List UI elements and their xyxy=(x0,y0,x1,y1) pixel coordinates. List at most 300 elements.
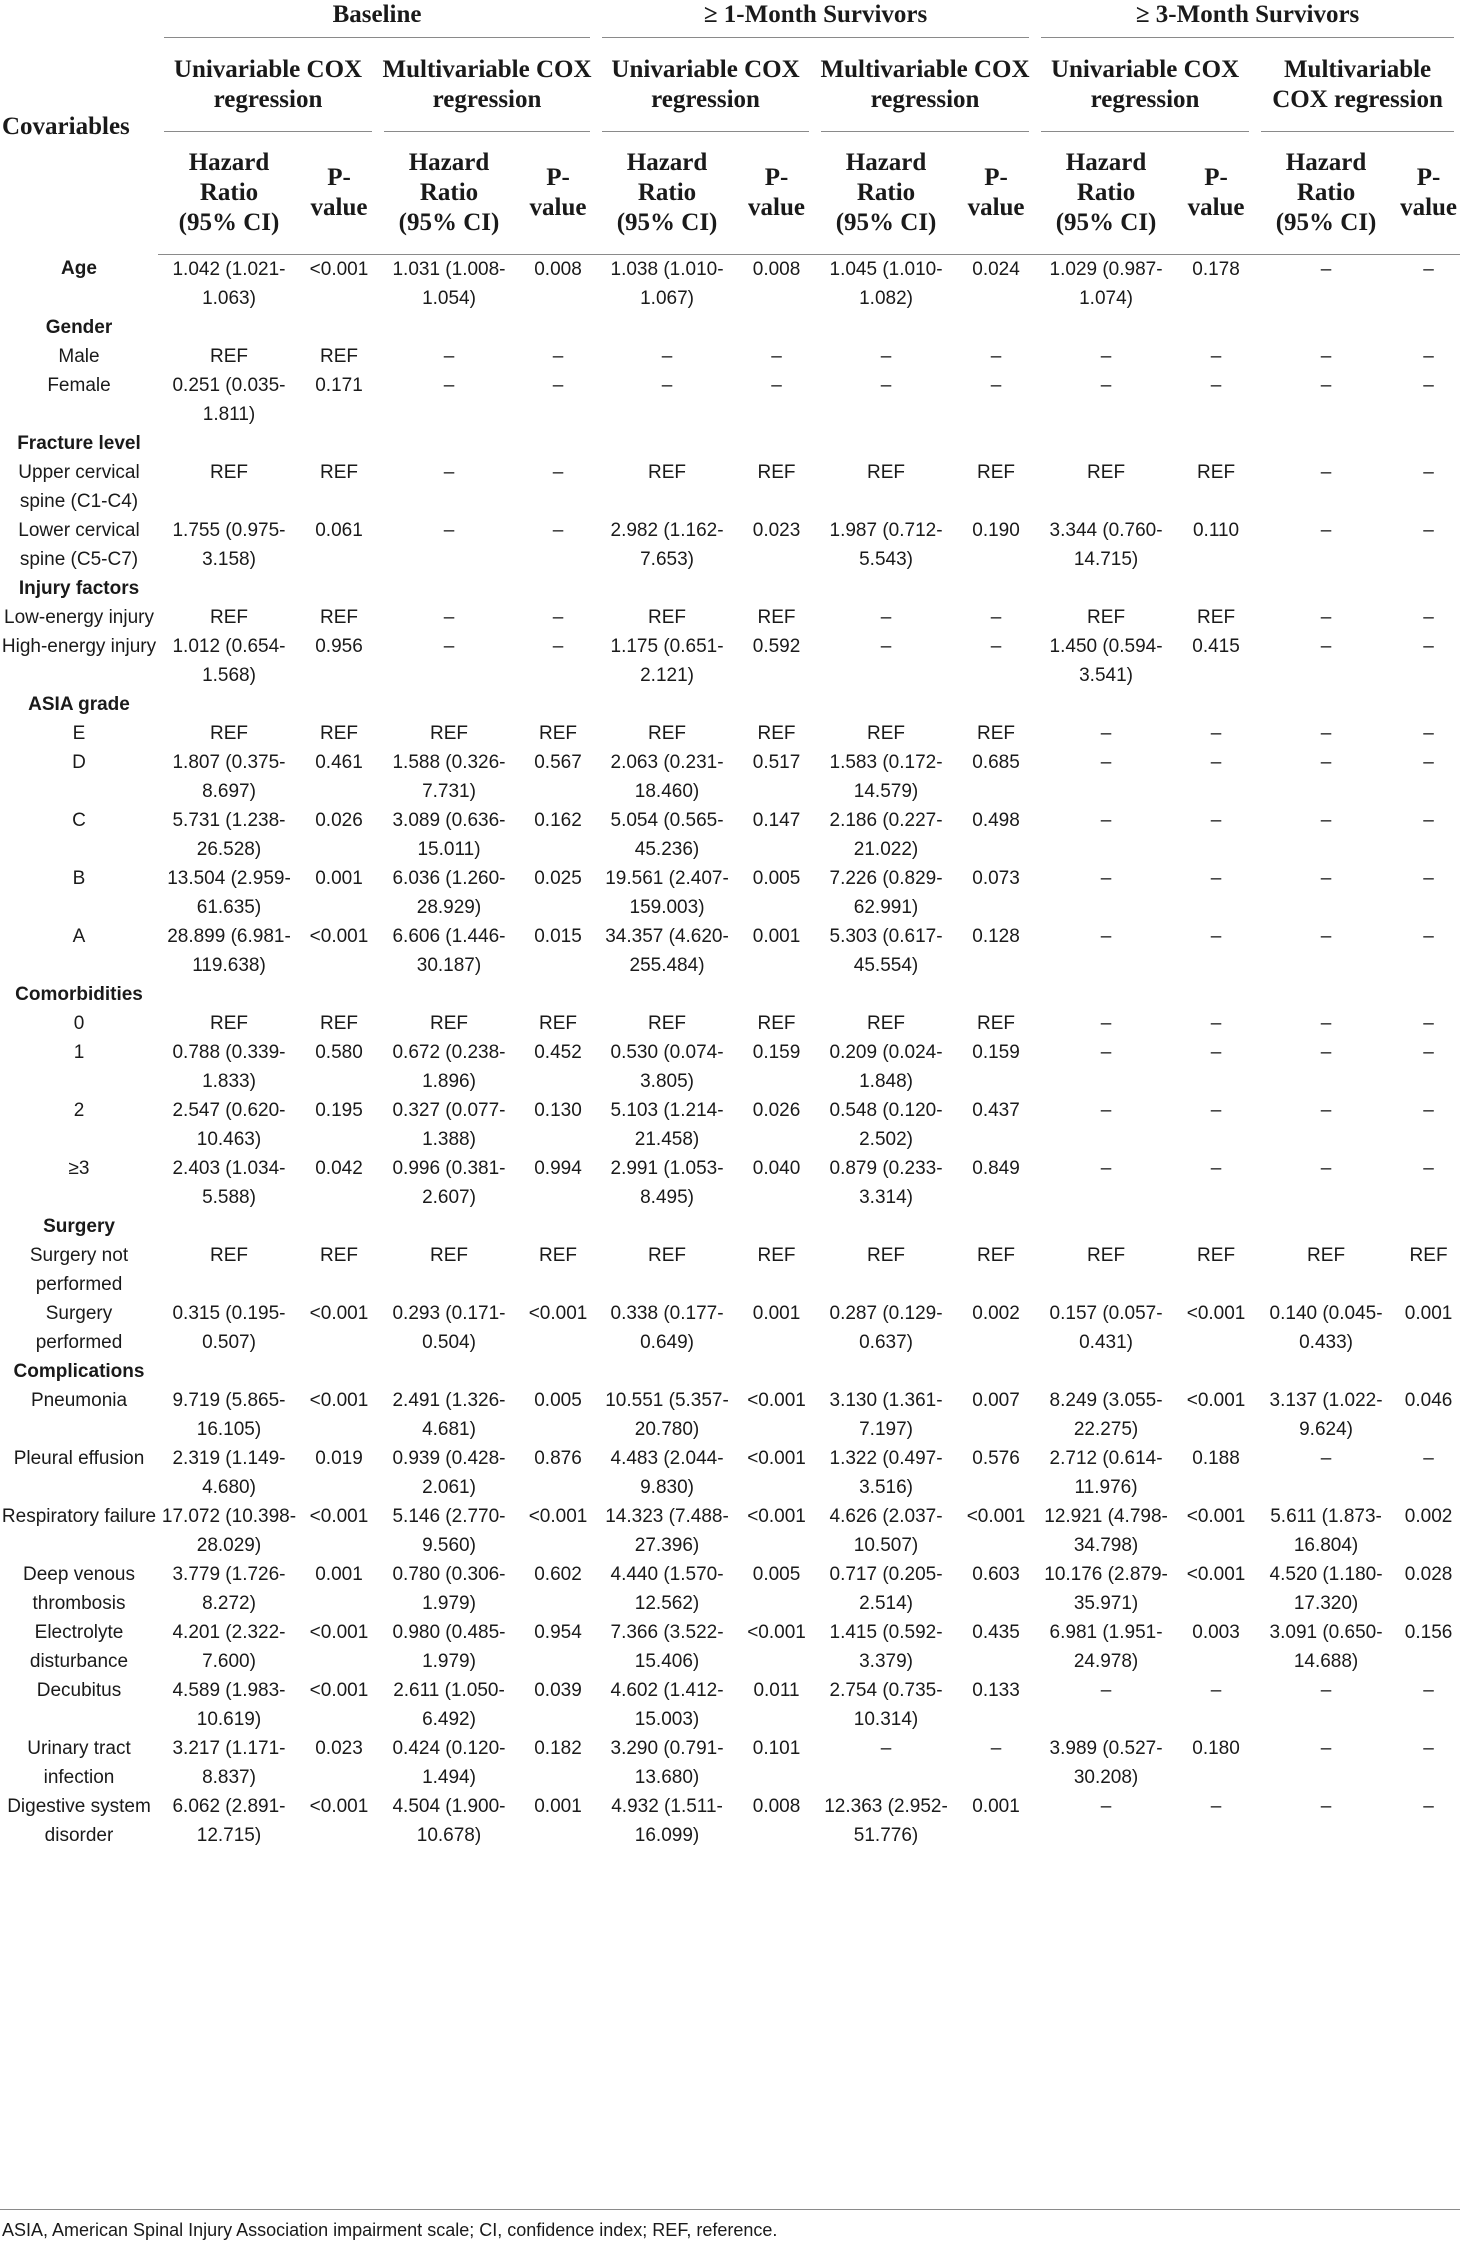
p-value-cell: 0.498 xyxy=(972,809,1020,831)
empty-cell xyxy=(1177,429,1255,458)
group-header-3-month: ≥ 3-Month Survivors xyxy=(1035,0,1460,38)
hazard-ratio-cell: – xyxy=(880,374,892,396)
hazard-ratio-cell: – xyxy=(1320,606,1332,628)
hazard-ratio-cell: REF xyxy=(210,1244,248,1266)
p-value-cell: – xyxy=(552,635,564,657)
hazard-ratio-cell: 0.788 (0.339-1.833) xyxy=(172,1041,286,1092)
p-value-cell: – xyxy=(1210,1157,1222,1179)
hazard-ratio-cell: 0.293 (0.171-0.504) xyxy=(392,1302,506,1353)
p-value-cell: REF xyxy=(1197,461,1236,483)
p-value-cell: 0.042 xyxy=(315,1157,363,1179)
p-value-cell: 0.452 xyxy=(534,1041,582,1063)
p-value-cell: 0.061 xyxy=(315,519,363,541)
hazard-ratio-cell: REF xyxy=(430,1244,468,1266)
section-row xyxy=(0,574,1460,603)
hazard-ratio-cell: 0.996 (0.381-2.607) xyxy=(392,1157,506,1208)
empty-cell xyxy=(1035,429,1177,458)
p-value-cell: – xyxy=(1423,606,1434,628)
hazard-ratio-cell: 1.588 (0.326-7.731) xyxy=(392,751,506,802)
p-value-cell: 0.171 xyxy=(315,374,363,396)
empty-cell xyxy=(520,980,596,1009)
hazard-ratio-cell: 0.338 (0.177-0.649) xyxy=(610,1302,724,1353)
p-value-cell: 0.576 xyxy=(972,1447,1020,1469)
hazard-ratio-cell: – xyxy=(443,374,455,396)
empty-cell xyxy=(158,980,300,1009)
empty-cell xyxy=(300,1357,378,1386)
hazard-ratio-cell: 2.403 (1.034-5.588) xyxy=(172,1157,286,1208)
hazard-ratio-cell: 28.899 (6.981-119.638) xyxy=(167,925,291,976)
hazard-ratio-cell: 4.589 (1.983-10.619) xyxy=(172,1679,286,1730)
p-value-cell: 0.019 xyxy=(315,1447,363,1469)
p-value-cell: <0.001 xyxy=(747,1389,806,1411)
empty-cell xyxy=(300,1212,378,1241)
hazard-ratio-cell: 2.063 (0.231-18.460) xyxy=(610,751,724,802)
hr-header: Hazard Ratio (95% CI) xyxy=(815,132,957,254)
row-label: Surgery not performed xyxy=(29,1244,129,1295)
empty-cell xyxy=(378,429,520,458)
table-row xyxy=(0,516,1460,574)
row-label: Female xyxy=(47,374,111,396)
p-value-cell: 0.001 xyxy=(972,1795,1020,1817)
empty-cell xyxy=(1035,1357,1177,1386)
p-value-cell: <0.001 xyxy=(309,925,369,947)
row-label: Pneumonia xyxy=(30,1389,128,1411)
section-label: ASIA grade xyxy=(28,693,130,715)
hazard-ratio-cell: – xyxy=(1320,345,1332,367)
empty-cell xyxy=(1397,980,1460,1009)
row-label: Urinary tract infection xyxy=(27,1737,131,1788)
row-label: Upper cervical spine (C1-C4) xyxy=(18,461,140,512)
p-value-cell: – xyxy=(1210,1679,1222,1701)
empty-cell xyxy=(1035,574,1177,603)
p-value-cell: 0.001 xyxy=(315,1563,363,1585)
hazard-ratio-cell: – xyxy=(1100,1679,1112,1701)
hazard-ratio-cell: – xyxy=(1100,809,1112,831)
hazard-ratio-cell: 0.140 (0.045-0.433) xyxy=(1269,1302,1383,1353)
hazard-ratio-cell: – xyxy=(443,606,455,628)
empty-cell xyxy=(1255,690,1397,719)
empty-cell xyxy=(1177,1357,1255,1386)
hazard-ratio-cell: 14.323 (7.488-27.396) xyxy=(605,1505,729,1556)
p-value-cell: REF xyxy=(977,461,1016,483)
hazard-ratio-cell: – xyxy=(1320,1012,1332,1034)
hazard-ratio-cell: – xyxy=(1100,1795,1112,1817)
empty-cell xyxy=(815,980,957,1009)
empty-cell xyxy=(596,429,738,458)
p-value-cell: 0.008 xyxy=(534,258,582,280)
p-value-cell: REF xyxy=(1197,606,1236,628)
hazard-ratio-cell: 3.130 (1.361-7.197) xyxy=(829,1389,943,1440)
hazard-ratio-cell: – xyxy=(1100,722,1112,744)
p-header: P-value xyxy=(957,132,1035,254)
p-value-cell: 0.437 xyxy=(972,1099,1020,1121)
p-value-cell: 0.685 xyxy=(972,751,1020,773)
p-value-cell: – xyxy=(1210,1795,1222,1817)
hazard-ratio-cell: – xyxy=(1320,809,1332,831)
p-value-cell: 0.015 xyxy=(534,925,582,947)
hazard-ratio-cell: REF xyxy=(1087,461,1126,483)
hazard-ratio-cell: 0.209 (0.024-1.848) xyxy=(829,1041,943,1092)
p-value-cell: – xyxy=(1423,461,1434,483)
hazard-ratio-cell: 0.879 (0.233-3.314) xyxy=(829,1157,943,1208)
p-value-cell: 0.024 xyxy=(972,258,1020,280)
p-value-cell: – xyxy=(1423,1447,1434,1469)
row-label: B xyxy=(72,867,86,889)
hazard-ratio-cell: – xyxy=(1100,1157,1112,1179)
empty-cell xyxy=(520,429,596,458)
hazard-ratio-cell: 5.611 (1.873-16.804) xyxy=(1270,1505,1382,1556)
hazard-ratio-cell: 7.226 (0.829-62.991) xyxy=(829,867,943,918)
p-value-cell: 0.159 xyxy=(972,1041,1020,1063)
p-value-cell: 0.026 xyxy=(315,809,363,831)
p-value-cell: REF xyxy=(757,1244,796,1266)
hazard-ratio-cell: 2.491 (1.326-4.681) xyxy=(392,1389,506,1440)
p-value-cell: <0.001 xyxy=(309,1679,369,1701)
p-value-cell: 0.159 xyxy=(752,1041,801,1063)
empty-cell xyxy=(1255,574,1397,603)
hazard-ratio-cell: – xyxy=(443,461,455,483)
empty-cell xyxy=(957,1357,1035,1386)
section-label: Fracture level xyxy=(17,432,141,454)
hazard-ratio-cell: – xyxy=(1100,374,1112,396)
hazard-ratio-cell: 12.363 (2.952-51.776) xyxy=(824,1795,948,1846)
hazard-ratio-cell: 8.249 (3.055-22.275) xyxy=(1049,1389,1163,1440)
row-label: A xyxy=(72,925,86,947)
table-row xyxy=(0,1560,1460,1618)
p-value-cell: 0.156 xyxy=(1404,1621,1453,1643)
p-value-cell: <0.001 xyxy=(1186,1563,1246,1585)
empty-cell xyxy=(378,1357,520,1386)
p-value-cell: REF xyxy=(1409,1244,1448,1266)
p-value-cell: – xyxy=(1210,925,1222,947)
subheader-3-month-multivariable: Multivariable COX regression xyxy=(1255,38,1460,132)
p-value-cell: – xyxy=(1423,1679,1434,1701)
hazard-ratio-cell: – xyxy=(1100,345,1112,367)
hazard-ratio-cell: – xyxy=(1320,519,1332,541)
p-value-cell: 0.005 xyxy=(752,1563,801,1585)
p-value-cell: 0.994 xyxy=(534,1157,582,1179)
p-value-cell: – xyxy=(1423,1099,1434,1121)
p-value-cell: 0.040 xyxy=(752,1157,801,1179)
empty-cell xyxy=(1397,1357,1460,1386)
hazard-ratio-cell: REF xyxy=(867,461,906,483)
table-row xyxy=(0,342,1460,371)
hazard-ratio-cell: 5.146 (2.770-9.560) xyxy=(392,1505,506,1556)
empty-cell xyxy=(1397,1212,1460,1241)
p-header: P-value xyxy=(300,132,378,254)
p-value-cell: 0.039 xyxy=(534,1679,582,1701)
empty-cell xyxy=(1177,690,1255,719)
p-value-cell: – xyxy=(1210,722,1222,744)
empty-cell xyxy=(815,574,957,603)
p-value-cell: – xyxy=(552,374,564,396)
empty-cell xyxy=(1255,1212,1397,1241)
p-value-cell: – xyxy=(990,1737,1002,1759)
hazard-ratio-cell: 2.982 (1.162-7.653) xyxy=(610,519,724,570)
table-row xyxy=(0,864,1460,922)
hazard-ratio-cell: 19.561 (2.407-159.003) xyxy=(605,867,729,918)
p-value-cell: – xyxy=(1423,258,1434,280)
row-label: High-energy injury xyxy=(1,635,157,657)
p-value-cell: 0.005 xyxy=(534,1389,582,1411)
p-value-cell: – xyxy=(1423,809,1434,831)
p-value-cell: – xyxy=(1210,867,1222,889)
p-value-cell: – xyxy=(1210,1041,1222,1063)
p-value-cell: 0.001 xyxy=(1404,1302,1453,1324)
empty-cell xyxy=(158,1212,300,1241)
empty-cell xyxy=(596,1212,738,1241)
empty-cell xyxy=(300,980,378,1009)
hazard-ratio-cell: 1.583 (0.172-14.579) xyxy=(829,751,943,802)
p-value-cell: – xyxy=(1423,519,1434,541)
hazard-ratio-cell: – xyxy=(1320,1447,1332,1469)
table-row xyxy=(0,1241,1460,1299)
p-value-cell: 0.002 xyxy=(972,1302,1020,1324)
hazard-ratio-cell: REF xyxy=(867,722,906,744)
row-label: Surgery performed xyxy=(35,1302,123,1353)
empty-cell xyxy=(957,574,1035,603)
hazard-ratio-cell: 2.754 (0.735-10.314) xyxy=(829,1679,943,1730)
empty-cell xyxy=(815,1357,957,1386)
p-value-cell: 0.073 xyxy=(972,867,1020,889)
p-value-cell: 0.517 xyxy=(752,751,801,773)
p-value-cell: 0.603 xyxy=(972,1563,1020,1585)
hazard-ratio-cell: 1.175 (0.651-2.121) xyxy=(610,635,724,686)
hazard-ratio-cell: 0.315 (0.195-0.507) xyxy=(172,1302,286,1353)
empty-cell xyxy=(957,1212,1035,1241)
empty-cell xyxy=(596,690,738,719)
hazard-ratio-cell: 3.217 (1.171-8.837) xyxy=(172,1737,286,1788)
hazard-ratio-cell: REF xyxy=(648,606,687,628)
p-value-cell: REF xyxy=(1197,1244,1236,1266)
p-value-cell: – xyxy=(1210,809,1222,831)
hazard-ratio-cell: 5.103 (1.214-21.458) xyxy=(610,1099,724,1150)
table-row xyxy=(0,806,1460,864)
p-value-cell: 0.028 xyxy=(1404,1563,1453,1585)
empty-cell xyxy=(957,690,1035,719)
table-row xyxy=(0,748,1460,806)
hazard-ratio-cell: 4.602 (1.412-15.003) xyxy=(610,1679,724,1730)
p-value-cell: REF xyxy=(539,1244,578,1266)
empty-cell xyxy=(738,429,815,458)
section-label: Surgery xyxy=(43,1215,115,1237)
p-value-cell: – xyxy=(1423,1737,1434,1759)
row-label: E xyxy=(72,722,86,744)
empty-cell xyxy=(1177,574,1255,603)
hazard-ratio-cell: 4.626 (2.037-10.507) xyxy=(829,1505,943,1556)
empty-cell xyxy=(300,690,378,719)
p-value-cell: <0.001 xyxy=(747,1505,806,1527)
p-value-cell: – xyxy=(1210,751,1222,773)
hazard-ratio-cell: 3.779 (1.726-8.272) xyxy=(172,1563,286,1614)
p-value-cell: REF xyxy=(320,606,358,628)
empty-cell xyxy=(815,1212,957,1241)
empty-cell xyxy=(300,429,378,458)
hazard-ratio-cell: REF xyxy=(210,606,248,628)
section-label: Gender xyxy=(45,316,113,338)
empty-cell xyxy=(596,1357,738,1386)
hazard-ratio-cell: 6.062 (2.891-12.715) xyxy=(172,1795,286,1846)
p-value-cell: 0.580 xyxy=(315,1041,363,1063)
p-value-cell: 0.435 xyxy=(972,1621,1020,1643)
hazard-ratio-cell: REF xyxy=(648,461,687,483)
p-value-cell: REF xyxy=(539,722,578,744)
hazard-ratio-cell: 2.319 (1.149-4.680) xyxy=(172,1447,286,1498)
subheader-3-month-univariable: Univariable COX regression xyxy=(1035,38,1255,132)
hazard-ratio-cell: 10.551 (5.357-20.780) xyxy=(605,1389,729,1440)
hazard-ratio-cell: – xyxy=(1320,1041,1332,1063)
hazard-ratio-cell: REF xyxy=(210,345,248,367)
hazard-ratio-cell: 0.157 (0.057-0.431) xyxy=(1049,1302,1163,1353)
p-value-cell: 0.026 xyxy=(752,1099,801,1121)
table-row xyxy=(0,1009,1460,1038)
row-label: 1 xyxy=(73,1041,85,1063)
p-value-cell: REF xyxy=(320,1012,358,1034)
subheader-1-month-univariable: Univariable COX regression xyxy=(596,38,815,132)
empty-cell xyxy=(738,980,815,1009)
hazard-ratio-cell: REF xyxy=(430,722,468,744)
row-label: Digestive system disorder xyxy=(7,1795,151,1846)
row-label: Deep venous thrombosis xyxy=(23,1563,135,1614)
row-label: Pleural effusion xyxy=(13,1447,145,1469)
empty-cell xyxy=(1035,313,1177,342)
hazard-ratio-cell: 4.520 (1.180-17.320) xyxy=(1269,1563,1383,1614)
section-label: Injury factors xyxy=(18,577,140,599)
hazard-ratio-cell: – xyxy=(1320,374,1332,396)
p-value-cell: – xyxy=(552,519,564,541)
row-label: 2 xyxy=(73,1099,85,1121)
empty-cell xyxy=(1177,980,1255,1009)
p-value-cell: 0.567 xyxy=(534,751,582,773)
hazard-ratio-cell: – xyxy=(1320,1737,1332,1759)
table-row xyxy=(0,1734,1460,1792)
hazard-ratio-cell: 5.303 (0.617-45.554) xyxy=(829,925,943,976)
hazard-ratio-cell: – xyxy=(1320,751,1332,773)
empty-cell xyxy=(738,690,815,719)
hazard-ratio-cell: 6.606 (1.446-30.187) xyxy=(392,925,506,976)
empty-cell xyxy=(1397,429,1460,458)
p-value-cell: REF xyxy=(320,345,358,367)
p-value-cell: – xyxy=(771,345,782,367)
empty-cell xyxy=(520,1212,596,1241)
hazard-ratio-cell: 1.807 (0.375-8.697) xyxy=(172,751,286,802)
hazard-ratio-cell: – xyxy=(1320,722,1332,744)
empty-cell xyxy=(596,980,738,1009)
hr-header: Hazard Ratio (95% CI) xyxy=(1035,132,1177,254)
hazard-ratio-cell: – xyxy=(1320,635,1332,657)
hazard-ratio-cell: 6.036 (1.260-28.929) xyxy=(392,867,506,918)
hazard-ratio-cell: REF xyxy=(1307,1244,1346,1266)
section-row xyxy=(0,980,1460,1009)
table-header xyxy=(0,0,1460,254)
p-value-cell: REF xyxy=(757,606,796,628)
hazard-ratio-cell: 4.483 (2.044-9.830) xyxy=(610,1447,724,1498)
empty-cell xyxy=(1177,1212,1255,1241)
hazard-ratio-cell: 0.530 (0.074-3.805) xyxy=(610,1041,724,1092)
p-value-cell: 0.180 xyxy=(1192,1737,1240,1759)
footnote-divider xyxy=(0,2209,1460,2210)
table-row xyxy=(0,371,1460,429)
p-value-cell: <0.001 xyxy=(747,1621,806,1643)
p-value-cell: 0.025 xyxy=(534,867,582,889)
p-value-cell: 0.956 xyxy=(315,635,363,657)
p-value-cell: – xyxy=(1423,751,1434,773)
table-row xyxy=(0,1444,1460,1502)
row-label: D xyxy=(72,751,86,773)
row-label: Low-energy injury xyxy=(4,606,154,628)
hazard-ratio-cell: REF xyxy=(210,722,248,744)
table-row xyxy=(0,632,1460,690)
empty-cell xyxy=(520,574,596,603)
hr-header: Hazard Ratio (95% CI) xyxy=(596,132,738,254)
hazard-ratio-cell: REF xyxy=(430,1012,468,1034)
empty-cell xyxy=(378,574,520,603)
p-value-cell: – xyxy=(1210,1099,1222,1121)
p-value-cell: REF xyxy=(539,1012,578,1034)
empty-cell xyxy=(378,690,520,719)
p-value-cell: – xyxy=(1423,925,1434,947)
p-value-cell: <0.001 xyxy=(1186,1302,1246,1324)
p-value-cell: 0.461 xyxy=(315,751,363,773)
empty-cell xyxy=(1255,980,1397,1009)
hazard-ratio-cell: 0.672 (0.238-1.896) xyxy=(392,1041,506,1092)
p-value-cell: <0.001 xyxy=(309,1389,369,1411)
p-value-cell: REF xyxy=(320,722,358,744)
p-value-cell: 0.023 xyxy=(752,519,801,541)
hazard-ratio-cell: 4.440 (1.570-12.562) xyxy=(610,1563,724,1614)
hazard-ratio-cell: 12.921 (4.798-34.798) xyxy=(1044,1505,1168,1556)
hazard-ratio-cell: 1.042 (1.021-1.063) xyxy=(172,258,286,309)
p-value-cell: 0.001 xyxy=(534,1795,582,1817)
hazard-ratio-cell: 1.012 (0.654-1.568) xyxy=(172,635,286,686)
row-label: Decubitus xyxy=(36,1679,122,1701)
p-value-cell: <0.001 xyxy=(309,1621,369,1643)
hazard-ratio-cell: 6.981 (1.951-24.978) xyxy=(1049,1621,1163,1672)
p-value-cell: 0.110 xyxy=(1192,519,1240,541)
hazard-ratio-cell: 5.731 (1.238-26.528) xyxy=(172,809,286,860)
table-row xyxy=(0,1618,1460,1676)
hr-header: Hazard Ratio (95% CI) xyxy=(1255,132,1397,254)
hazard-ratio-cell: 1.029 (0.987-1.074) xyxy=(1049,258,1163,309)
hazard-ratio-cell: 34.357 (4.620-255.484) xyxy=(605,925,729,976)
p-value-cell: 0.128 xyxy=(972,925,1020,947)
p-value-cell: 0.182 xyxy=(534,1737,582,1759)
hazard-ratio-cell: 0.980 (0.485-1.979) xyxy=(392,1621,506,1672)
p-value-cell: <0.001 xyxy=(528,1302,588,1324)
p-value-cell: 0.954 xyxy=(534,1621,582,1643)
empty-cell xyxy=(957,429,1035,458)
hazard-ratio-cell: – xyxy=(661,345,673,367)
empty-cell xyxy=(158,690,300,719)
empty-cell xyxy=(596,574,738,603)
p-value-cell: 0.001 xyxy=(752,1302,801,1324)
hazard-ratio-cell: – xyxy=(1100,1041,1112,1063)
empty-cell xyxy=(1177,313,1255,342)
hazard-ratio-cell: 0.287 (0.129-0.637) xyxy=(829,1302,943,1353)
row-label: 0 xyxy=(73,1012,85,1034)
p-value-cell: 0.023 xyxy=(315,1737,363,1759)
empty-cell xyxy=(520,690,596,719)
p-header: P-value xyxy=(1397,132,1460,254)
p-value-cell: 0.008 xyxy=(752,258,801,280)
p-value-cell: 0.046 xyxy=(1404,1389,1453,1411)
p-value-cell: REF xyxy=(757,1012,796,1034)
p-value-cell: 0.876 xyxy=(534,1447,582,1469)
hazard-ratio-cell: 2.547 (0.620-10.463) xyxy=(172,1099,286,1150)
hazard-ratio-cell: 1.038 (1.010-1.067) xyxy=(610,258,724,309)
hazard-ratio-cell: 1.045 (1.010-1.082) xyxy=(829,258,943,309)
hazard-ratio-cell: – xyxy=(880,606,892,628)
